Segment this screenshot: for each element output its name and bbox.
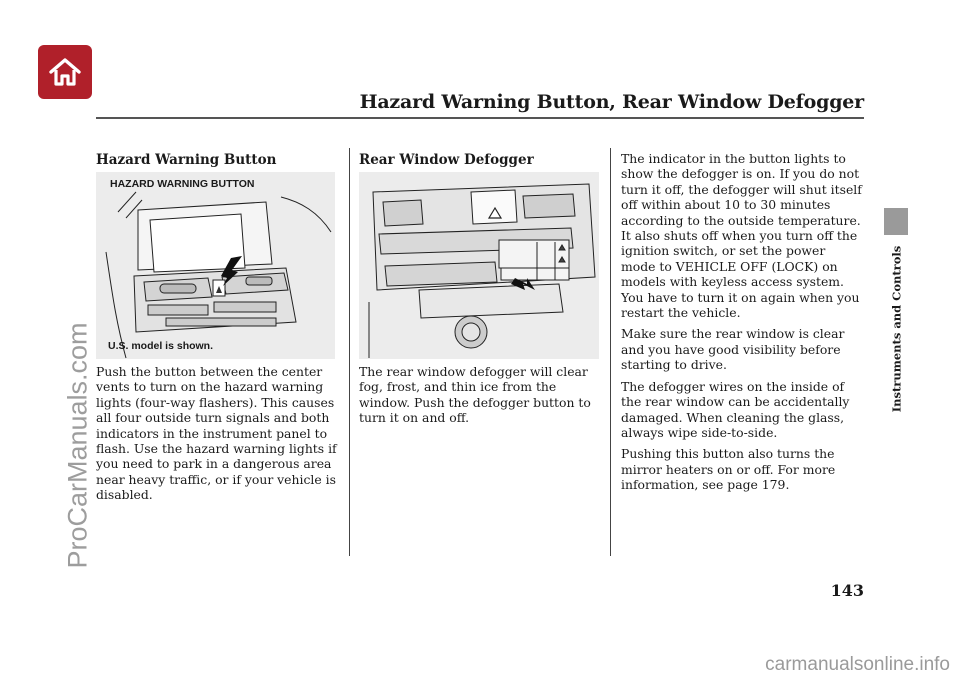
hazard-paragraph: Push the button between the center vents to turn on the hazard warning lights (four-way flashers). This causes all four outside turn signals and both indicators in the instrument panel to flash. Use the hazard warning lights if you need to park in a dangerous area near heavy traffic, or if your vehicle is disabled. [96, 364, 337, 503]
header-rule [96, 117, 864, 119]
hazard-section-title: Hazard Warning Button [96, 152, 277, 168]
col3-paragraph-1: The indicator in the button lights to show the defogger is on. If you do not turn it off, the defogger will shut itself off within about 10 to 30 minutes according to the outside temperature. It also shuts off when you turn off the ignition switch, or set the power mode to VEHICLE OFF (LOCK) on models with keyless access system. You have to turn it on again when you restart the vehicle. [621, 151, 862, 321]
page-header: Hazard Warning Button, Rear Window Defogger [359, 91, 864, 113]
col3-paragraph-4: Pushing this button also turns the mirror heaters on or off. For more information, see page 179. [621, 446, 836, 493]
home-button[interactable] [38, 45, 92, 99]
defogger-continued [621, 151, 863, 499]
dashboard-illustration [96, 172, 335, 359]
defogger-section-title: Rear Window Defogger [359, 152, 534, 168]
section-label [881, 244, 911, 414]
col3-paragraph-2: Make sure the rear window is clear and you have good visibility before starting to drive. [621, 326, 845, 373]
section-tab-marker [884, 208, 908, 235]
defogger-paragraph: The rear window defogger will clear fog, frost, and thin ice from the window. Push the defogger button to turn it on and off. [359, 364, 591, 426]
hazard-figure [96, 172, 335, 359]
hazard-body [96, 364, 341, 509]
figure-label: HAZARD WARNING BUTTON [110, 178, 255, 190]
column-divider [610, 148, 611, 556]
figure-caption: U.S. model is shown. [108, 340, 214, 352]
defogger-illustration [359, 172, 599, 359]
page-number: 143 [830, 581, 864, 600]
col3-paragraph-3: The defogger wires on the inside of the rear window can be accidentally damaged. When cleaning the glass, always wipe side-to-side. [621, 378, 850, 440]
watermark-left-text: ProCarManuals.com [62, 321, 93, 569]
watermark-bottom: carmanualsonline.info [765, 654, 950, 675]
defogger-figure [359, 172, 599, 359]
defogger-body [359, 364, 605, 432]
watermark-vertical [56, 235, 100, 655]
section-label-text: Instruments and Controls [889, 245, 904, 413]
column-divider [349, 148, 350, 556]
home-icon [48, 56, 82, 88]
